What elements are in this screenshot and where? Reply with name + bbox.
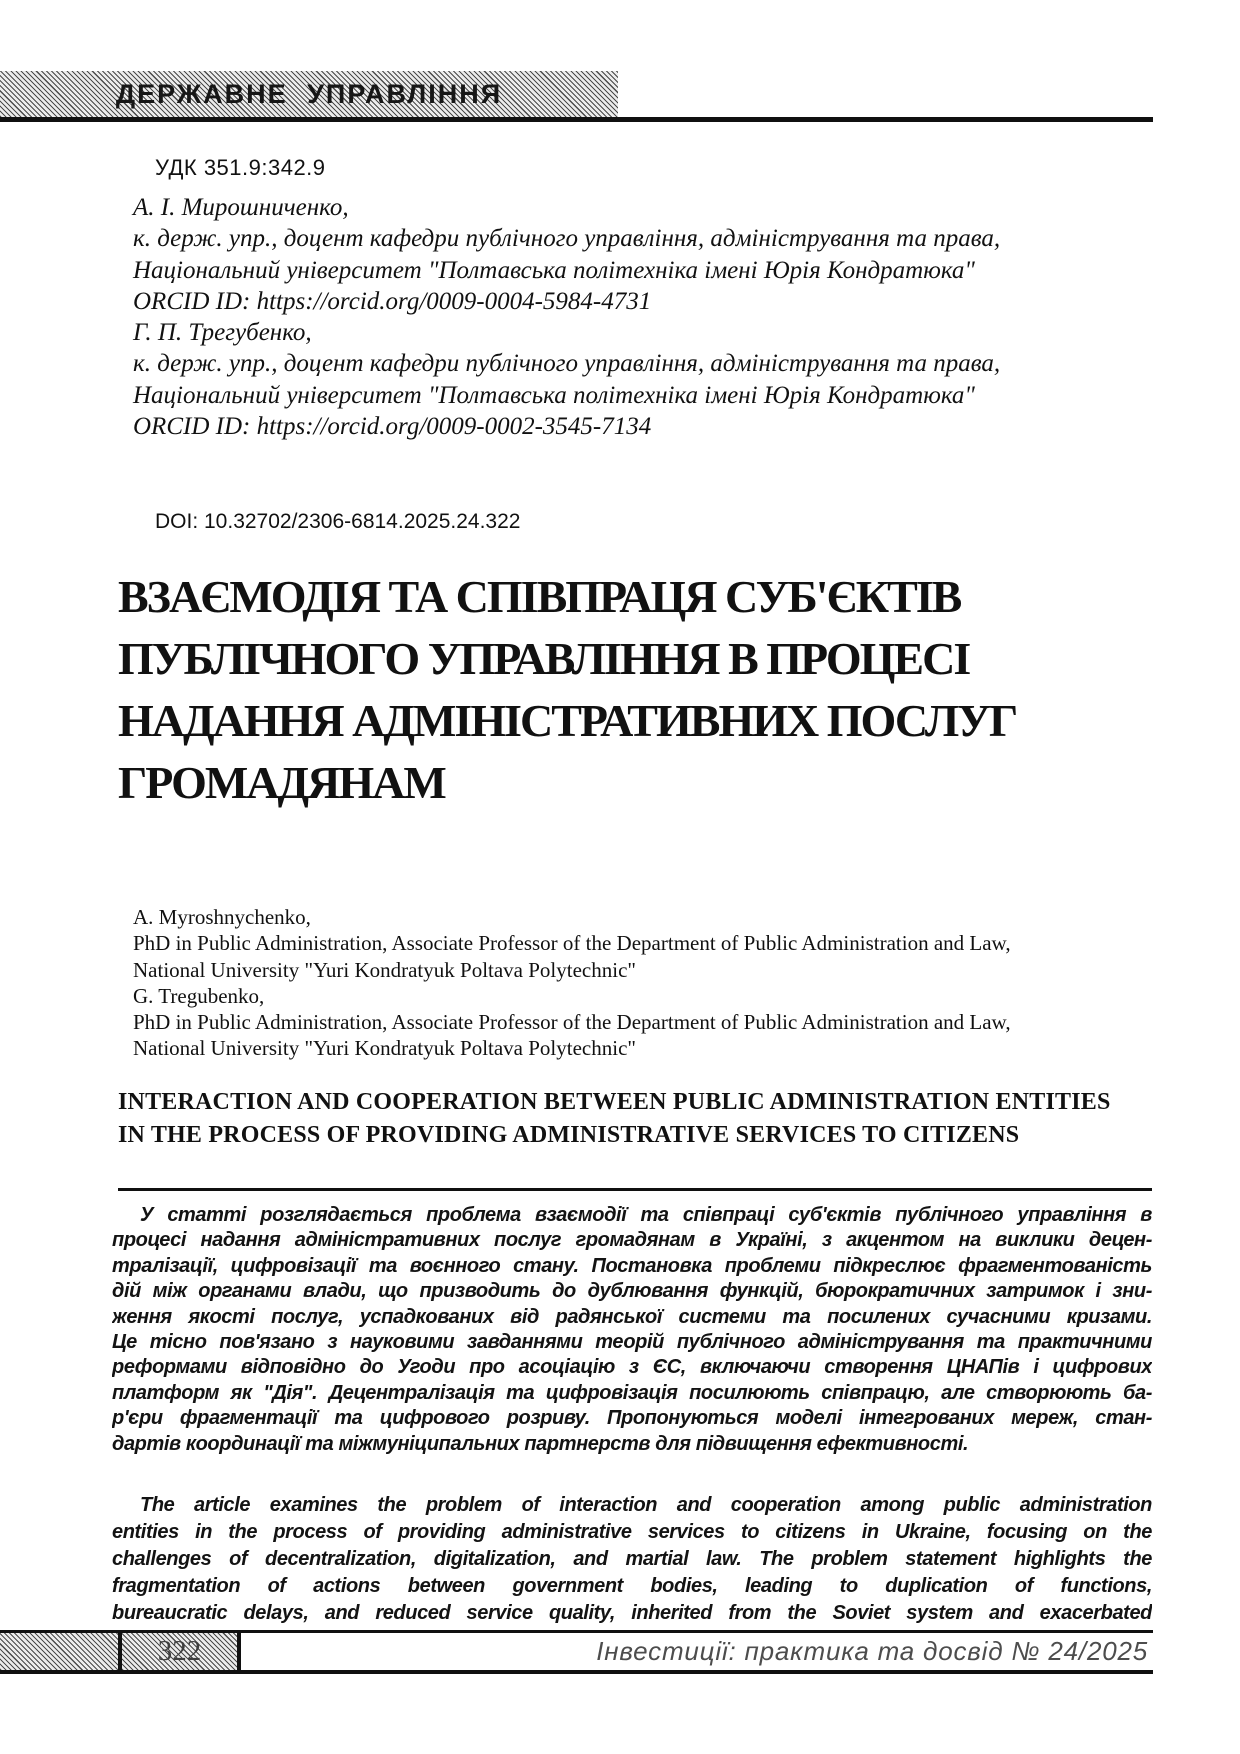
abstract-uk-line: тралізації, цифровізації та воєнного стану. Постановка проблеми підкреслює фрагментованість [112,1254,1152,1277]
footer-divider [237,1633,241,1670]
abstract-uk-line: платформ як "Дія". Децентралізація та цифровізація посилюють співпрацю, але створюють ба- [112,1381,1152,1404]
authors-en-block [133,904,1153,1062]
authors-uk-block [133,192,1143,442]
abstract-en-line: bureaucratic delays, and reduced service quality, inherited from the Soviet system and exacerbated [112,1602,1152,1624]
abstract-uk-line: р'єри фрагментації та цифрового розриву. Пропонуються моделі інтегрованих мереж, стан- [112,1407,1152,1430]
abstract-en [112,1492,1152,1627]
author-uk-orcid: ORCID ID: https://orcid.org/0009-0004-5984-4731 [133,287,652,315]
author-en-line: National University "Yuri Kondratyuk Poltava Polytechnic" [133,1036,636,1061]
title-en-line: IN THE PROCESS OF PROVIDING ADMINISTRATIVE SERVICES TO CITIZENS [118,1122,1020,1148]
abstract-uk-line: дартів координації та міжмуніципальних партнерств для підвищення ефективності. [112,1432,969,1455]
abstract-en-line: The article examines the problem of interaction and cooperation among public administration [140,1494,1152,1516]
footer-hatch-strip [0,1633,118,1670]
author-uk-line: А. І. Мирошниченко, [133,194,349,221]
title-uk-line: ПУБЛІЧНОГО УПРАВЛІННЯ В ПРОЦЕСІ [118,633,970,684]
section-header-band [0,71,618,117]
author-uk-line: к. держ. упр., доцент кафедри публічного управління, адміністрування та права, [133,350,1001,378]
author-uk-orcid: ORCID ID: https://orcid.org/0009-0002-3545-7134 [133,413,652,441]
abstract-uk-line: реформами відповідно до Угоди про асоціацію з ЄС, включаючи створення ЦНАПів і цифрових [112,1356,1152,1379]
page-number: 322 [157,1635,202,1667]
abstract-en-line: entities in the process of providing administrative services to citizens in Ukraine, focusing on the [112,1521,1152,1543]
title-uk-line: ГРОМАДЯНАМ [118,757,445,808]
article-title-en [118,1086,1111,1152]
abstract-uk-line: У статті розглядається проблема взаємодії та співпраці суб'єктів публічного управління в [140,1204,1152,1226]
author-uk-line: к. держ. упр., доцент кафедри публічного управління, адміністрування та права, [133,225,1001,253]
author-en-line: PhD in Public Administration, Associate Professor of the Department of Public Administration and Law, [133,931,1011,956]
author-en-line: G. Tregubenko, [133,983,265,1008]
title-uk-line: НАДАННЯ АДМІНІСТРАТИВНИХ ПОСЛУГ [118,695,1017,746]
abstract-uk-line: процесі надання адміністративних послуг громадянам в Україні, з акцентом на виклики децен- [112,1229,1152,1252]
section-title: ДЕРЖАВНЕ УПРАВЛІННЯ [115,78,503,109]
author-uk-line: Національний університет "Полтавська політехніка імені Юрія Кондратюка" [133,256,975,284]
abstract-en-line: fragmentation of actions between government bodies, leading to duplication of functions, [112,1575,1152,1597]
title-uk-line: ВЗАЄМОДІЯ ТА СПІВПРАЦЯ СУБ'ЄКТІВ [118,571,961,622]
doi-label: DOI: 10.32702/2306-6814.2025.24.322 [155,510,521,533]
author-uk-line: Г. П. Трегубенко, [133,319,312,347]
footer-page-box [122,1633,237,1670]
abstract-uk-line: ження якості послуг, успадкованих від радянської системи та посилених сучасними кризами. [112,1305,1152,1328]
title-en-line: INTERACTION AND COOPERATION BETWEEN PUBLIC ADMINISTRATION ENTITIES [118,1089,1111,1115]
author-en-line: PhD in Public Administration, Associate Professor of the Department of Public Administration and Law, [133,1010,1011,1035]
abstract-uk-line: дій між органами влади, що призводить до дублювання функцій, бюрократичних затримок і зни- [112,1280,1152,1303]
abstract-uk-line: Це тісно пов'язано з науковими завданнями теорій публічного адміністрування та практичними [112,1331,1152,1354]
abstract-uk [112,1203,1152,1457]
journal-title: Інвестиції: практика та досвід № 24/2025 [596,1636,1148,1666]
author-uk-line: Національний університет "Полтавська політехніка імені Юрія Кондратюка" [133,381,975,409]
author-en-line: A. Myroshnychenko, [133,905,311,929]
abstract-en-line: challenges of decentralization, digitalization, and martial law. The problem statement highlights the [112,1548,1152,1570]
abstract-divider-rule [118,1188,1152,1191]
author-en-line: National University "Yuri Kondratyuk Poltava Polytechnic" [133,957,636,982]
footer-rule-bottom [0,1670,1153,1674]
header-rule [0,117,1153,122]
article-title-uk [118,566,1016,814]
udc-code: УДК 351.9:342.9 [155,155,326,180]
